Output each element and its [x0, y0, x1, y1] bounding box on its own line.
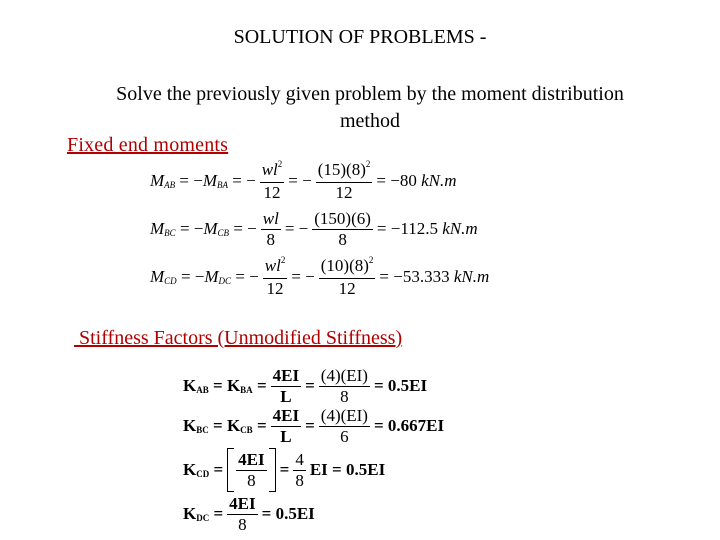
- fem-unit: kN.m: [453, 267, 490, 286]
- fem-denominator-values: 12: [335, 182, 353, 202]
- stiffness-symbol: K: [226, 376, 241, 395]
- stiffness-numerator: 4EI: [229, 493, 256, 513]
- fem-symbol: M: [150, 267, 165, 286]
- fem-subscript: CB: [217, 228, 230, 238]
- fem-unit: kN.m: [421, 171, 457, 190]
- stiffness-fraction: [236, 450, 266, 491]
- stiffness-denominator-values: 8: [295, 470, 304, 490]
- stiffness-ei: EI: [309, 460, 328, 479]
- stiffness-symbol: K: [183, 376, 197, 395]
- stiffness-fraction-values: [319, 406, 370, 447]
- stiffness-symbol: K: [183, 416, 197, 435]
- fem-fraction: [263, 256, 288, 299]
- exponent: 2: [365, 158, 371, 169]
- stiffness-subscript: CD: [196, 469, 210, 479]
- fem-row-cd: M CD = − M DC = − $\frac{wl^2}{12}$ = − $\frac{(10)(8)^2}{12}$ = − 53.333 kN.m: [150, 254, 490, 298]
- fem-row-ab: M AB = − M BA = − $\frac{wl^2}{12}$ = − $\frac{(15)(8)^2}{12}$ = − 80 kN.m: [150, 158, 457, 202]
- fem-denominator: 8: [266, 229, 276, 249]
- fem-denominator: 12: [263, 182, 281, 202]
- stiffness-row-ab: K AB = K BA = $\frac{4EI}{L}$ = $\frac{(4)(EI)}{8}$ = 0.5EI: [183, 365, 428, 406]
- fem-numerator-values: (10)(8): [320, 255, 369, 275]
- stiffness-row-cd: K CD = $\frac{4EI}{8}$ = $\frac{4}{8}$ EI = 0.5EI: [183, 446, 444, 494]
- fixed-end-moments-heading: Fixed end moments: [67, 134, 229, 156]
- stiffness-fraction: [271, 366, 301, 407]
- stiffness-equations: [183, 366, 444, 534]
- fem-subscript: AB: [164, 180, 176, 190]
- stiffness-symbol: K: [226, 416, 241, 435]
- fem-numerator: wl: [264, 255, 281, 275]
- stiffness-subscript: CB: [240, 425, 253, 435]
- stiffness-fraction-values: [319, 366, 370, 407]
- stiffness-denominator: L: [280, 426, 292, 446]
- fem-unit: kN.m: [442, 219, 478, 238]
- fem-symbol: M: [204, 267, 219, 286]
- stiffness-denominator: 8: [238, 514, 247, 534]
- stiffness-denominator-values: 6: [340, 426, 349, 446]
- stiffness-result: 0.5EI: [387, 376, 428, 395]
- fem-numerator: wl: [261, 159, 278, 179]
- fem-result: 53.333: [402, 267, 450, 286]
- fem-fraction-values: [312, 209, 373, 250]
- stiffness-subscript: DC: [196, 513, 210, 523]
- stiffness-denominator: L: [280, 386, 292, 406]
- stiffness-numerator: 4EI: [272, 405, 300, 425]
- fem-numerator-values: (150)(6): [314, 208, 371, 228]
- stiffness-subscript: BC: [196, 425, 209, 435]
- stiffness-numerator-values: 4: [295, 449, 304, 469]
- stiffness-symbol: K: [183, 504, 197, 523]
- fem-row-bc: M BC = − M CB = − $\frac{wl}{8}$ = − $\frac{(150)(6)}{8}$ = − 112.5 kN.m: [150, 208, 478, 249]
- fem-equations: [150, 157, 489, 301]
- problem-statement: [40, 81, 700, 135]
- stiffness-denominator-values: 8: [340, 386, 349, 406]
- stiffness-numerator: 4EI: [238, 449, 265, 469]
- stiffness-factors-heading: Stiffness Factors (Unmodified Stiffness): [74, 327, 403, 349]
- fem-denominator-values: 12: [338, 278, 356, 298]
- stiffness-row-dc: K DC = $\frac{4EI}{8}$ = 0.5EI: [183, 493, 315, 534]
- stiffness-subscript: AB: [196, 385, 209, 395]
- fem-result: 80: [399, 171, 417, 190]
- fem-symbol: M: [202, 171, 218, 190]
- exponent: 2: [277, 158, 283, 169]
- stiffness-symbol: K: [183, 460, 197, 479]
- exponent: 2: [368, 254, 374, 265]
- fem-subscript: BC: [164, 228, 176, 238]
- fem-symbol: M: [203, 219, 218, 238]
- fem-fraction: [260, 160, 285, 203]
- stiffness-bracket: [227, 448, 275, 492]
- stiffness-subscript: BA: [240, 385, 253, 395]
- exponent: 2: [280, 254, 286, 265]
- stiffness-numerator: 4EI: [272, 365, 300, 385]
- fem-numerator-values: (15)(8): [317, 159, 366, 179]
- page-title: SOLUTION OF PROBLEMS -: [233, 26, 487, 48]
- stiffness-row-bc: K BC = K CB = $\frac{4EI}{L}$ = $\frac{(4)(EI)}{6}$ = 0.667EI: [183, 405, 445, 446]
- intro-line-1: Solve the previously given problem by the moment distribution: [116, 83, 624, 105]
- fem-symbol: M: [150, 219, 165, 238]
- stiffness-fraction: [271, 406, 301, 447]
- fem-fraction: [261, 209, 281, 250]
- fem-result: 112.5: [400, 219, 438, 238]
- fem-denominator: 12: [266, 278, 284, 298]
- stiffness-result: 0.5EI: [275, 504, 315, 523]
- fem-denominator-values: 8: [338, 229, 347, 249]
- stiffness-numerator-values: (4)(EI): [320, 365, 368, 385]
- stiffness-denominator: 8: [247, 470, 256, 490]
- fem-fraction-values: [316, 160, 373, 203]
- fem-subscript: BA: [217, 180, 229, 190]
- stiffness-fraction-values: [293, 450, 306, 491]
- stiffness-result: 0.5EI: [345, 460, 386, 479]
- stiffness-result: 0.667EI: [387, 416, 445, 435]
- fem-subscript: DC: [218, 276, 232, 286]
- stiffness-numerator-values: (4)(EI): [320, 405, 368, 425]
- stiffness-fraction: [227, 494, 257, 535]
- intro-line-2: method: [340, 110, 400, 132]
- fem-numerator: wl: [262, 208, 279, 228]
- fem-symbol: M: [150, 171, 165, 190]
- fem-fraction-values: [319, 256, 376, 299]
- fem-subscript: CD: [164, 276, 177, 286]
